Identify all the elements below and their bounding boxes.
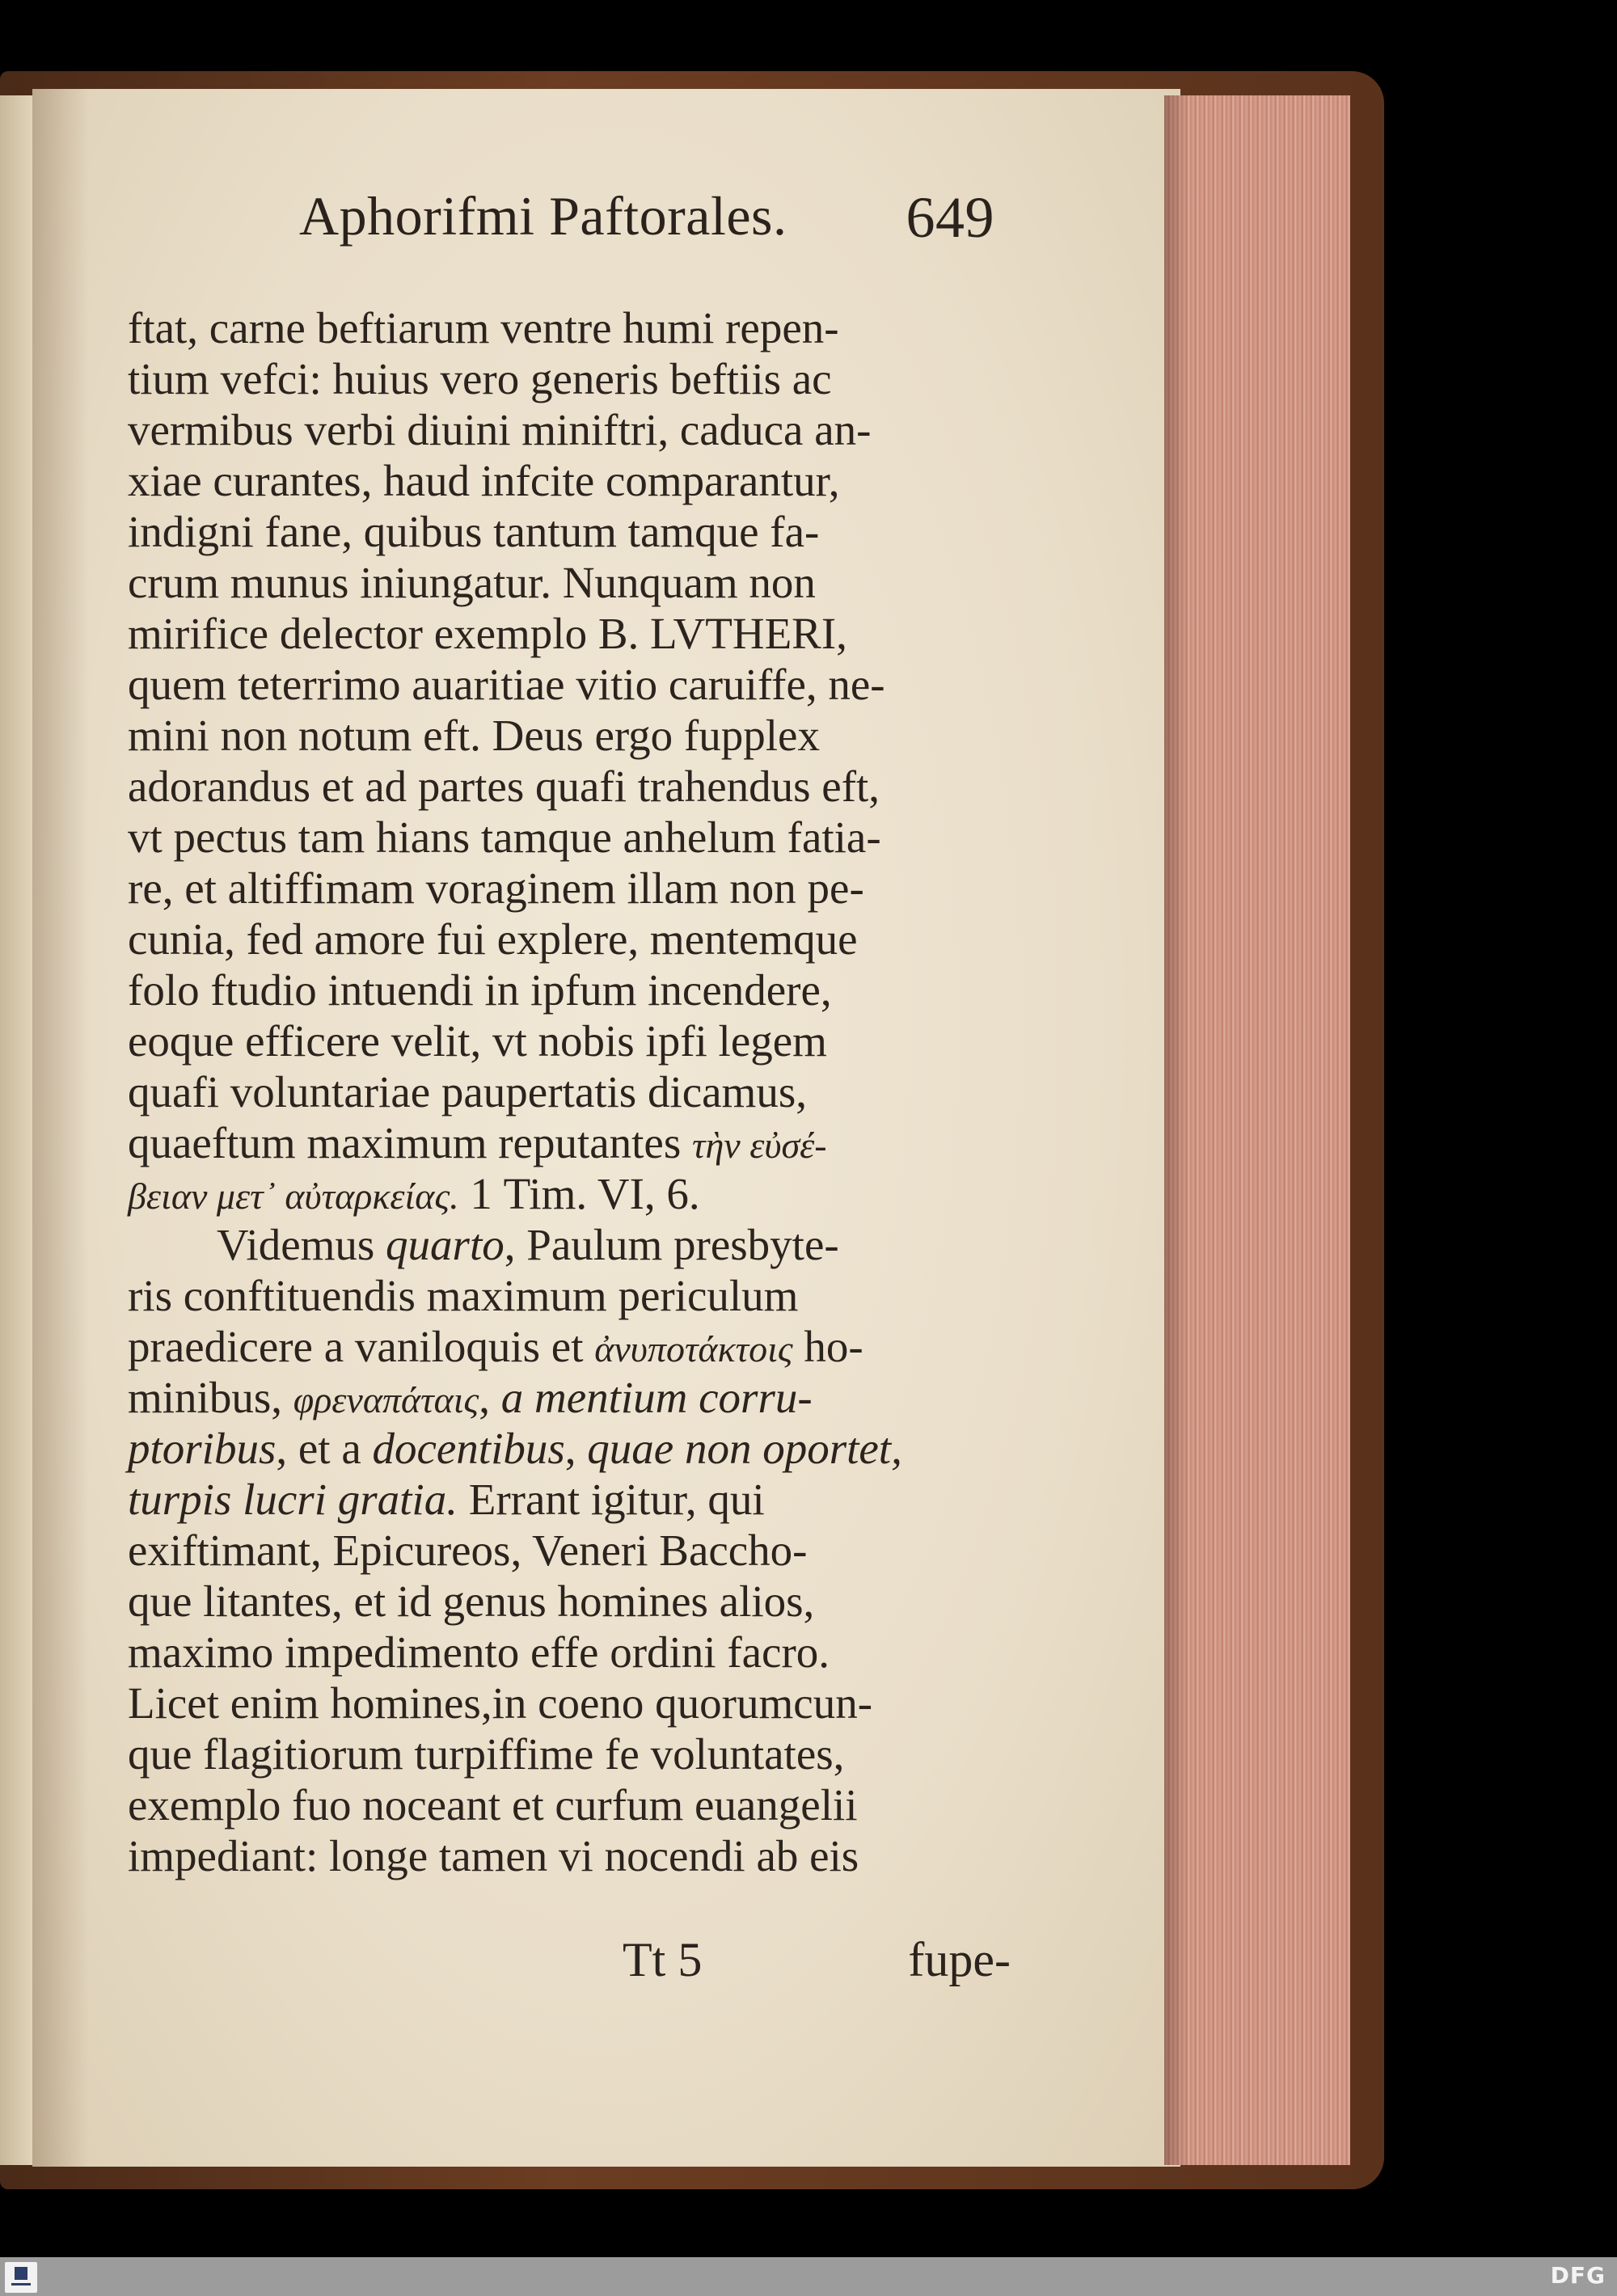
text-line: re, et altiffimam voraginem illam non pe- <box>128 863 864 913</box>
text-line: vt pectus tam hians tamque anhelum fatia- <box>128 812 881 862</box>
text-line: maximo impedimento effe ordini facro. <box>128 1627 830 1677</box>
text-line: cunia, fed amore fui explere, mentemque <box>128 914 858 964</box>
text-line: que litantes, et id genus homines alios, <box>128 1576 815 1626</box>
text-line: eoque efficere velit, vt nobis ipfi legem <box>128 1016 827 1066</box>
library-logo-line <box>11 2283 31 2285</box>
text-segment: minibus, <box>128 1373 293 1422</box>
text-segment: quaeftum maximum reputantes <box>128 1118 693 1167</box>
text-line: crum munus iniungatur. Nunquam non <box>128 558 816 607</box>
text-line: exemplo fuo noceant et curfum euangelii <box>128 1780 858 1830</box>
italic-phrase: turpis lucri gratia. <box>128 1475 458 1524</box>
page-number: 649 <box>906 185 994 250</box>
text-segment: , <box>479 1373 501 1422</box>
italic-phrase: a mentium corru- <box>500 1373 813 1422</box>
text-line: quem teterrimo auaritiae vitio caruiffe, ne- <box>128 660 885 709</box>
text-segment: praedicere a vaniloquis et <box>128 1322 595 1371</box>
text-line: mirifice delector exemplo B. LVTHERI, <box>128 609 847 658</box>
text-line: exiftimant, Epicureos, Veneri Baccho- <box>128 1526 808 1575</box>
text-segment: 1 Tim. VI, 6. <box>458 1169 700 1218</box>
italic-phrase: docentibus <box>372 1424 565 1473</box>
text-line <box>128 1117 1001 1168</box>
signature-mark: Tt 5 <box>623 1933 703 1986</box>
greek-phrase: τὴν εὐσέ- <box>692 1125 827 1166</box>
text-line <box>128 1321 1001 1372</box>
text-line: adorandus et ad partes quafi trahendus eft, <box>128 762 880 811</box>
text-line: ftat, carne beftiarum ventre humi repen- <box>128 303 839 352</box>
text-line: quafi voluntariae paupertatis dicamus, <box>128 1067 807 1116</box>
text-line: impediant: longe tamen vi nocendi ab eis <box>128 1831 859 1880</box>
text-line: mini non notum eft. Deus ergo fupplex <box>128 711 820 760</box>
page-fore-edge <box>1164 95 1350 2165</box>
text-line: ris conftituendis maximum periculum <box>128 1271 799 1320</box>
text-line: Licet enim homines,in coeno quorumcun- <box>128 1678 873 1728</box>
text-segment: ho- <box>792 1322 863 1371</box>
italic-phrase: quarto <box>386 1220 505 1269</box>
running-title: Aphorifmi Paftorales. <box>299 185 787 247</box>
text-line: indigni fane, quibus tantum tamque fa- <box>128 507 820 556</box>
text-line: folo ftudio intuendi in ipfum incendere, <box>128 965 832 1015</box>
text-line: tium vefci: huius vero generis beftiis ac <box>128 354 832 403</box>
text-line: xiae curantes, haud infcite comparantur, <box>128 456 840 505</box>
text-line: vermibus verbi diuini miniftri, caduca an- <box>128 405 872 454</box>
text-line <box>128 1372 1001 1423</box>
greek-phrase: ἀνυποτάκτοις <box>594 1328 793 1370</box>
paragraph-start-line <box>128 1219 1001 1270</box>
italic-phrase: ptoribus <box>128 1424 277 1473</box>
text-line <box>128 1474 1001 1525</box>
text-line <box>128 1423 1001 1474</box>
page-footer <box>614 1932 1019 1997</box>
text-segment: , Paulum presbyte- <box>504 1220 839 1269</box>
text-line: que flagitiorum turpiffime fe voluntates, <box>128 1729 845 1779</box>
greek-phrase: βειαν μετ᾽ αὐταρκείας. <box>128 1175 459 1217</box>
page-header <box>291 184 1019 257</box>
gutter-shadow <box>32 89 89 2167</box>
library-logo-mark <box>15 2267 27 2280</box>
body-text <box>128 302 1001 1881</box>
text-segment: , <box>564 1424 588 1473</box>
library-logo-icon <box>5 2262 37 2293</box>
greek-phrase: φρεναπάταις <box>293 1379 479 1420</box>
text-line <box>128 1168 1001 1219</box>
catchword: fupe- <box>908 1933 1011 1986</box>
text-segment: , et a <box>276 1424 373 1473</box>
fore-edge-shadow <box>1164 95 1188 2165</box>
dfg-logo: DFG <box>1550 2262 1606 2289</box>
left-page-edge <box>0 95 36 2165</box>
text-segment: Videmus <box>217 1220 386 1269</box>
italic-phrase: quae non oportet, <box>587 1424 902 1473</box>
text-segment: Errant igitur, qui <box>457 1475 765 1524</box>
viewer-bottom-bar <box>0 2257 1617 2296</box>
